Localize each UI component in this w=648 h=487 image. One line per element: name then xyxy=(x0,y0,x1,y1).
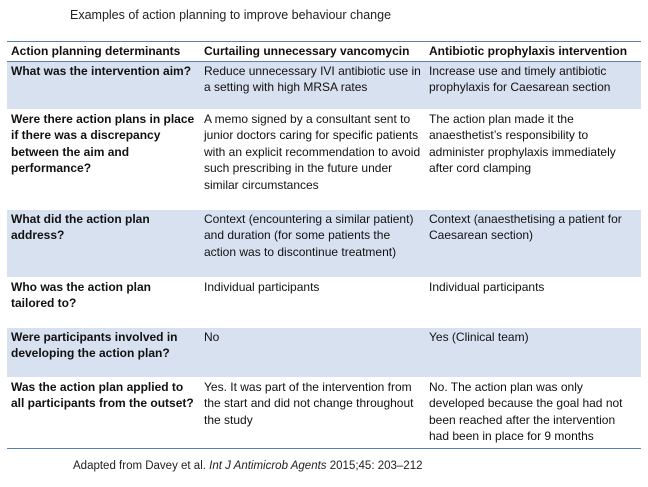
row-prophylaxis: Increase use and timely antibiotic prophylaxis for Caesarean section xyxy=(425,61,641,109)
row-question: What was the intervention aim? xyxy=(7,61,200,109)
row-question: Was the action plan applied to all participants from the outset? xyxy=(7,377,200,448)
page-title: Examples of action planning to improve behaviour change xyxy=(70,8,392,22)
citation-footer xyxy=(73,460,423,472)
citation-journal: Int J Antimicrob Agents xyxy=(209,460,327,472)
row-vancomycin: Context (encountering a similar patient) and duration (for some patients the action was to discontinue treatment) xyxy=(200,209,425,277)
row-vancomycin: Reduce unnecessary IVI antibiotic use in a setting with high MRSA rates xyxy=(200,61,425,109)
header-determinants: Action planning determinants xyxy=(7,42,200,62)
table-row xyxy=(7,209,641,277)
table-row xyxy=(7,327,641,377)
table-row xyxy=(7,61,641,109)
row-question: Were participants involved in developing the action plan? xyxy=(7,327,200,377)
row-prophylaxis: No. The action plan was only developed because the goal had not been reached after the intervention had been in place for 9 months xyxy=(425,377,641,448)
table-header-row xyxy=(7,42,641,62)
row-vancomycin: No xyxy=(200,327,425,377)
row-vancomycin: A memo signed by a consultant sent to junior doctors caring for specific patients with an explicit recommendation to avoid such prescribing in the future under similar circumstances xyxy=(200,109,425,209)
header-vancomycin: Curtailing unnecessary vancomycin xyxy=(200,42,425,62)
table-row xyxy=(7,109,641,209)
row-prophylaxis: Context (anaesthetising a patient for Caesarean section) xyxy=(425,209,641,277)
action-planning-table xyxy=(7,41,641,449)
row-vancomycin: Individual participants xyxy=(200,277,425,327)
row-prophylaxis: Individual participants xyxy=(425,277,641,327)
row-vancomycin: Yes. It was part of the intervention from the start and did not change throughout the study xyxy=(200,377,425,448)
row-question: What did the action plan address? xyxy=(7,209,200,277)
row-question: Were there action plans in place if there was a discrepancy between the aim and performance? xyxy=(7,109,200,209)
table-row xyxy=(7,277,641,327)
row-prophylaxis: Yes (Clinical team) xyxy=(425,327,641,377)
table-row xyxy=(7,377,641,448)
header-prophylaxis: Antibiotic prophylaxis intervention xyxy=(425,42,641,62)
citation-prefix: Adapted from Davey et al. xyxy=(73,460,210,472)
row-question: Who was the action plan tailored to? xyxy=(7,277,200,327)
citation-suffix: 2015;45: 203–212 xyxy=(326,460,423,472)
row-prophylaxis: The action plan made it the anaesthetist’s responsibility to administer prophylaxis immediately after cord clamping xyxy=(425,109,641,209)
